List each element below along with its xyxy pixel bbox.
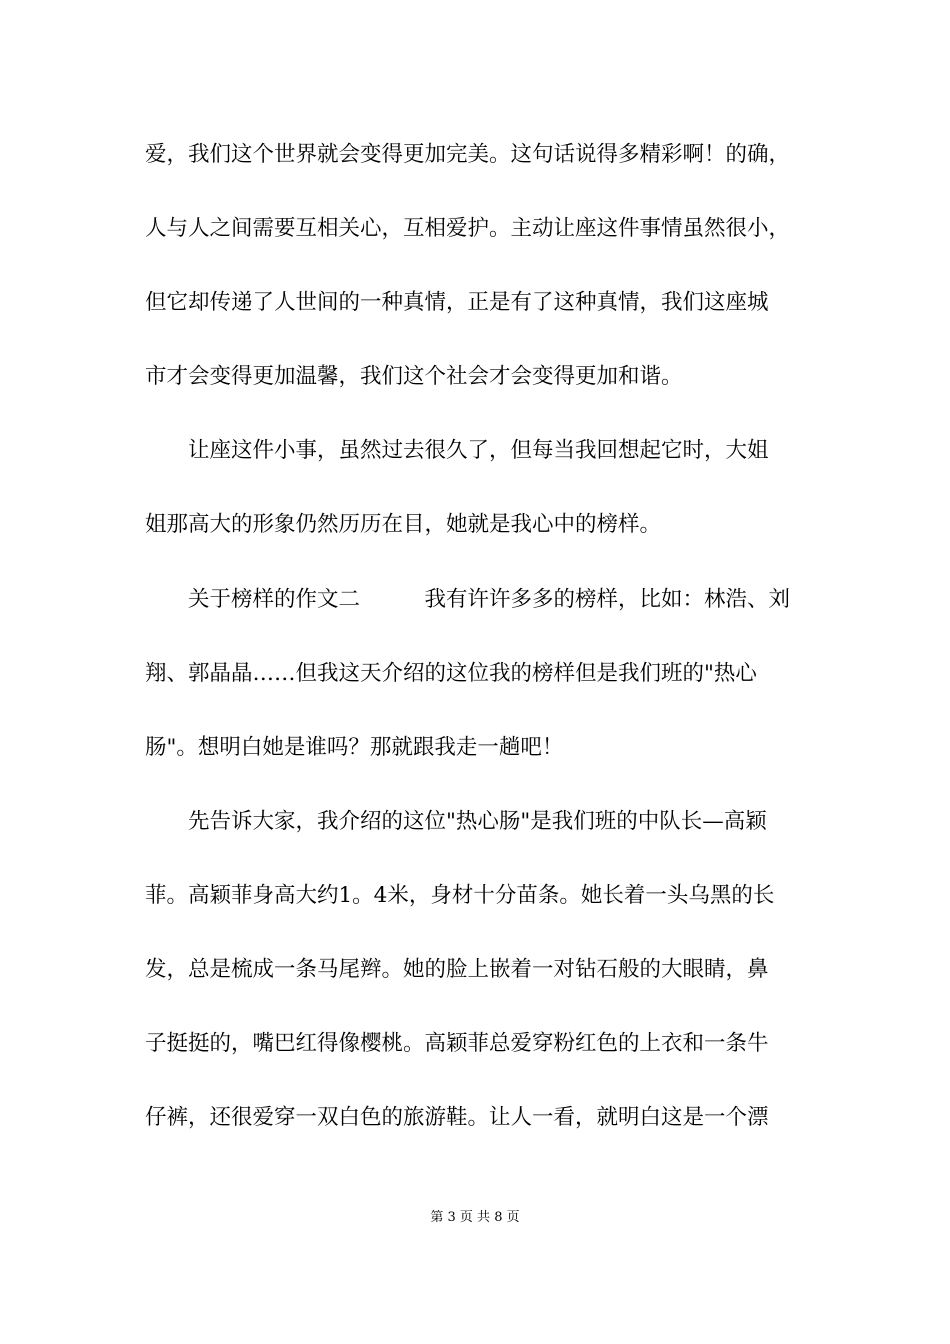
page-number: 第 3 页 共 8 页 <box>430 1210 520 1225</box>
text-line: 菲。高颖菲身高大约1。4米，身材十分苗条。她长着一头乌黑的长 <box>145 883 775 908</box>
text-line: 爱，我们这个世界就会变得更加完美。这句话说得多精彩啊！的确， <box>145 142 791 167</box>
text-line: 市才会变得更加温馨，我们这个社会才会变得更加和谐。 <box>145 364 683 389</box>
text-line: 但它却传递了人世间的一种真情，正是有了这种真情，我们这座城 <box>145 290 769 315</box>
text-line: 姐那高大的形象仍然历历在目，她就是我心中的榜样。 <box>145 512 662 537</box>
text-line: 翔、郭晶晶……但我这天介绍的这位我的榜样但是我们班的"热心 <box>145 661 757 686</box>
text-line: 肠"。想明白她是谁吗？那就跟我走一趟吧！ <box>145 735 564 760</box>
text-line: 关于榜样的作文二 我有许许多多的榜样，比如：林浩、刘 <box>145 587 791 612</box>
text-line: 人与人之间需要互相关心，互相爱护。主动让座这件事情虽然很小， <box>145 216 791 241</box>
text-line: 仔裤，还很爱穿一双白色的旅游鞋。让人一看，就明白这是一个漂 <box>145 1105 769 1130</box>
text-line: 子挺挺的，嘴巴红得像樱桃。高颖菲总爱穿粉红色的上衣和一条牛 <box>145 1031 769 1056</box>
text-line: 先告诉大家，我介绍的这位"热心肠"是我们班的中队长—高颖 <box>145 809 767 834</box>
page-footer <box>0 1209 950 1227</box>
text-line: 发，总是梳成一条马尾辫。她的脸上嵌着一对钻石般的大眼睛，鼻 <box>145 957 769 982</box>
text-line: 让座这件小事，虽然过去很久了，但每当我回想起它时，大姐 <box>145 438 769 463</box>
